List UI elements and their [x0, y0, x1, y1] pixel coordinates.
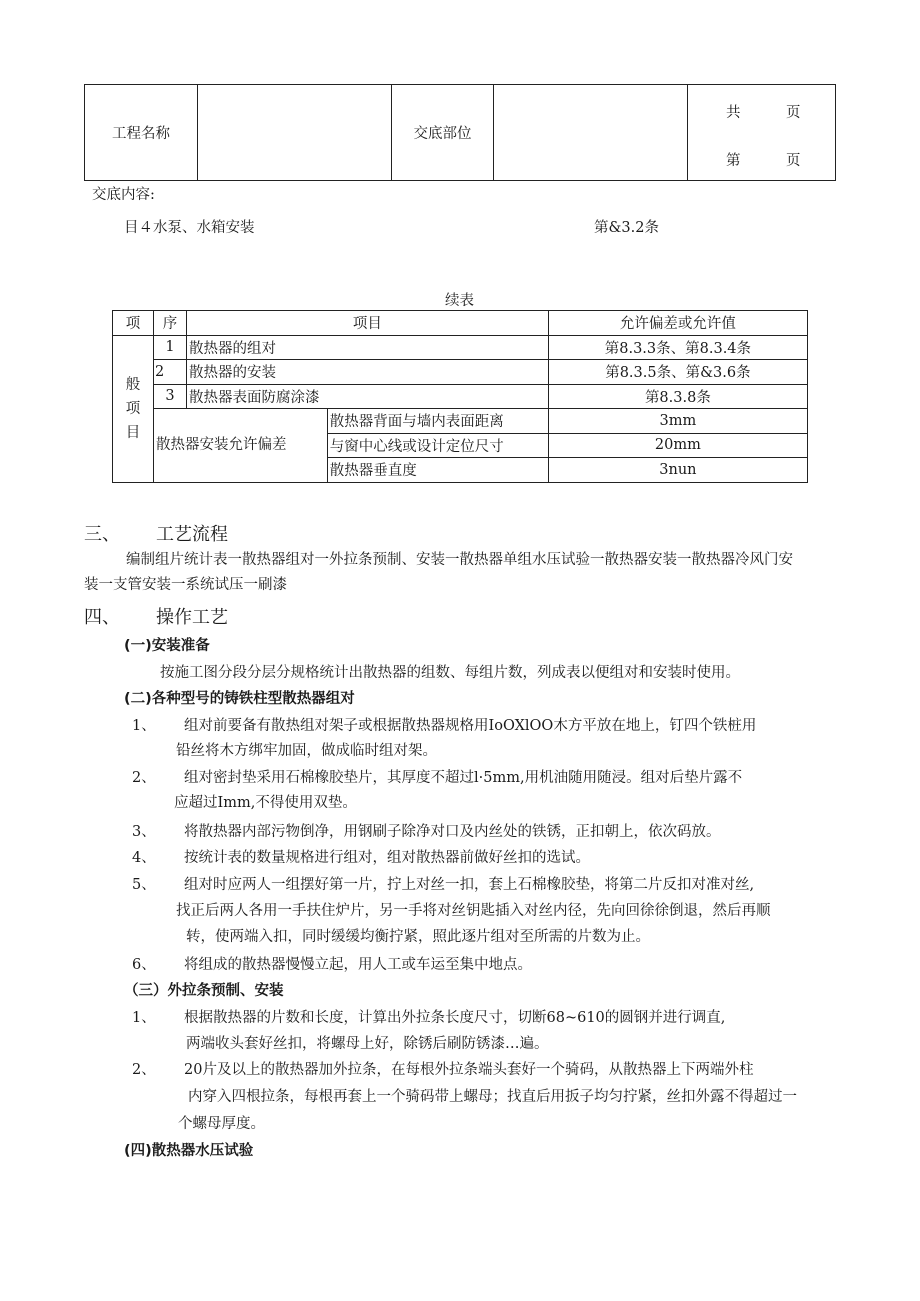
section3-title: 工艺流程 — [156, 524, 228, 545]
row-project: 散热器的安装 — [187, 360, 549, 385]
list-item-line: 应超过Imm,不得使用双垫。 — [174, 795, 357, 811]
section3-number: 三、 — [84, 524, 120, 545]
sub1-title: (一)安装准备 — [124, 638, 210, 654]
sub2-title: (二)各种型号的铸铁柱型散热器组对 — [124, 691, 355, 707]
list-item-line: 内穿入四根拉条，每根再套上一个骑码带上螺母；找直后用扳子均匀拧紧，丝扣外露不得超过一 — [188, 1089, 797, 1105]
header-table — [84, 84, 836, 181]
list-item-line: 转，使两端入扣，同时缓缓均衡拧紧，照此逐片组对至所需的片数为止。 — [186, 929, 650, 945]
total-pages-label: 页 — [786, 105, 801, 121]
total-label: 共 — [726, 105, 741, 121]
list-item-number: 6、 — [132, 957, 156, 973]
list-item-line: 个螺母厚度。 — [178, 1116, 265, 1132]
sub3-title: （三）外拉条预制、安装 — [124, 983, 284, 999]
row-project: 散热器表面防腐涂漆 — [187, 384, 549, 409]
list-item-line: 按统计表的数量规格进行组对，组对散热器前做好丝扣的选试。 — [184, 850, 590, 866]
header-project: 项目 — [187, 311, 549, 336]
page-label: 第 — [726, 153, 741, 169]
row-value: 第8.3.8条 — [548, 384, 807, 409]
table-row — [113, 384, 808, 409]
clause-line-right: 第&3.2条 — [594, 220, 659, 236]
sub-row-value: 3mm — [548, 409, 807, 434]
continued-table-caption: 续表 — [445, 293, 474, 309]
row-seq: 2 — [154, 360, 187, 385]
sub-row-project: 散热器背面与墙内表面距离 — [327, 409, 548, 434]
list-item-line: 组对密封垫采用石棉橡胶垫片，其厚度不超过l·5mm,用机油随用随浸。组对后垫片露不 — [184, 770, 743, 786]
section3-line2: 装一支管安装一系统试压一刷漆 — [84, 577, 287, 593]
list-item-number: 3、 — [132, 824, 156, 840]
row-value: 第8.3.3条、第8.3.4条 — [548, 335, 807, 360]
list-item-number: 1、 — [132, 1010, 156, 1026]
header-item: 项 — [113, 311, 154, 336]
project-name-label: 工程名称 — [85, 85, 198, 181]
row-value: 第8.3.5条、第&3.6条 — [548, 360, 807, 385]
handover-part-label: 交底部位 — [392, 85, 494, 181]
list-item-line: 组对时应两人一组摆好第一片，拧上对丝一扣，套上石棉橡胶垫，将第二片反扣对准对丝, — [184, 877, 755, 893]
list-item-line: 将散热器内部污物倒净，用钢刷子除净对口及内丝处的铁锈，正扣朝上，依次码放。 — [184, 824, 721, 840]
sub-row-project: 与窗中心线或设计定位尺寸 — [327, 433, 548, 458]
section4-number: 四、 — [84, 607, 120, 628]
sub-row-project: 散热器垂直度 — [327, 458, 548, 483]
list-item-number: 5、 — [132, 877, 156, 893]
sub4-title: (四)散热器水压试验 — [124, 1143, 254, 1159]
row-seq: 1 — [154, 335, 187, 360]
list-item-line: 20片及以上的散热器加外拉条，在每根外拉条端头套好一个骑码，从散热器上下两端外柱 — [184, 1062, 754, 1078]
header-allowance: 允许偏差或允许值 — [548, 311, 807, 336]
list-item-line: 组对前要备有散热组对架子或根据散热器规格用IoOXlOO木方平放在地上，钉四个铁桩用 — [184, 718, 757, 734]
content-label: 交底内容: — [92, 187, 155, 203]
section4-title: 操作工艺 — [156, 607, 228, 628]
list-item-line: 铅丝将木方绑牢加固，做成临时组对架。 — [176, 743, 437, 759]
list-item-number: 4、 — [132, 850, 156, 866]
sub-row-value: 3nun — [548, 458, 807, 483]
table-row — [113, 360, 808, 385]
list-item-number: 2、 — [132, 770, 156, 786]
list-item-line: 将组成的散热器慢慢立起，用人工或车运至集中地点。 — [184, 957, 532, 973]
list-item-line: 根据散热器的片数和长度，计算出外拉条长度尺寸，切断68~610的圆钢并进行调直, — [184, 1010, 726, 1026]
list-item-number: 1、 — [132, 718, 156, 734]
page-count-cell — [688, 85, 836, 181]
sub1-text: 按施工图分段分层分规格统计出散热器的组数、每组片数，列成表以便组对和安装时使用。 — [160, 665, 740, 681]
continued-table — [112, 310, 808, 483]
list-item-line: 找正后两人各用一手扶住炉片，另一手将对丝钥匙插入对丝内径，先向回徐徐倒退，然后再顺 — [176, 903, 771, 919]
row-project: 散热器的组对 — [187, 335, 549, 360]
sub-group-label: 散热器安装允许偏差 — [154, 409, 328, 483]
table-row — [113, 335, 808, 360]
list-item-number: 2、 — [132, 1062, 156, 1078]
handover-part-value — [494, 85, 688, 181]
page-pages-label: 页 — [786, 153, 801, 169]
group-label: 般项目 — [113, 335, 154, 482]
header-seq: 序 — [154, 311, 187, 336]
table-row — [113, 409, 808, 434]
table-header-row — [113, 311, 808, 336]
list-item-line: 两端收头套好丝扣，将螺母上好，除锈后刷防锈漆…遍。 — [186, 1036, 549, 1052]
section3-line1: 编制组片统计表一散热器组对一外拉条预制、安装一散热器单组水压试验一散热器安装一散热器冷风门安 — [126, 552, 793, 568]
row-seq: 3 — [154, 384, 187, 409]
clause-line-left: 目４水泵、水箱安装 — [124, 220, 255, 236]
project-name-value — [198, 85, 392, 181]
sub-row-value: 20mm — [548, 433, 807, 458]
